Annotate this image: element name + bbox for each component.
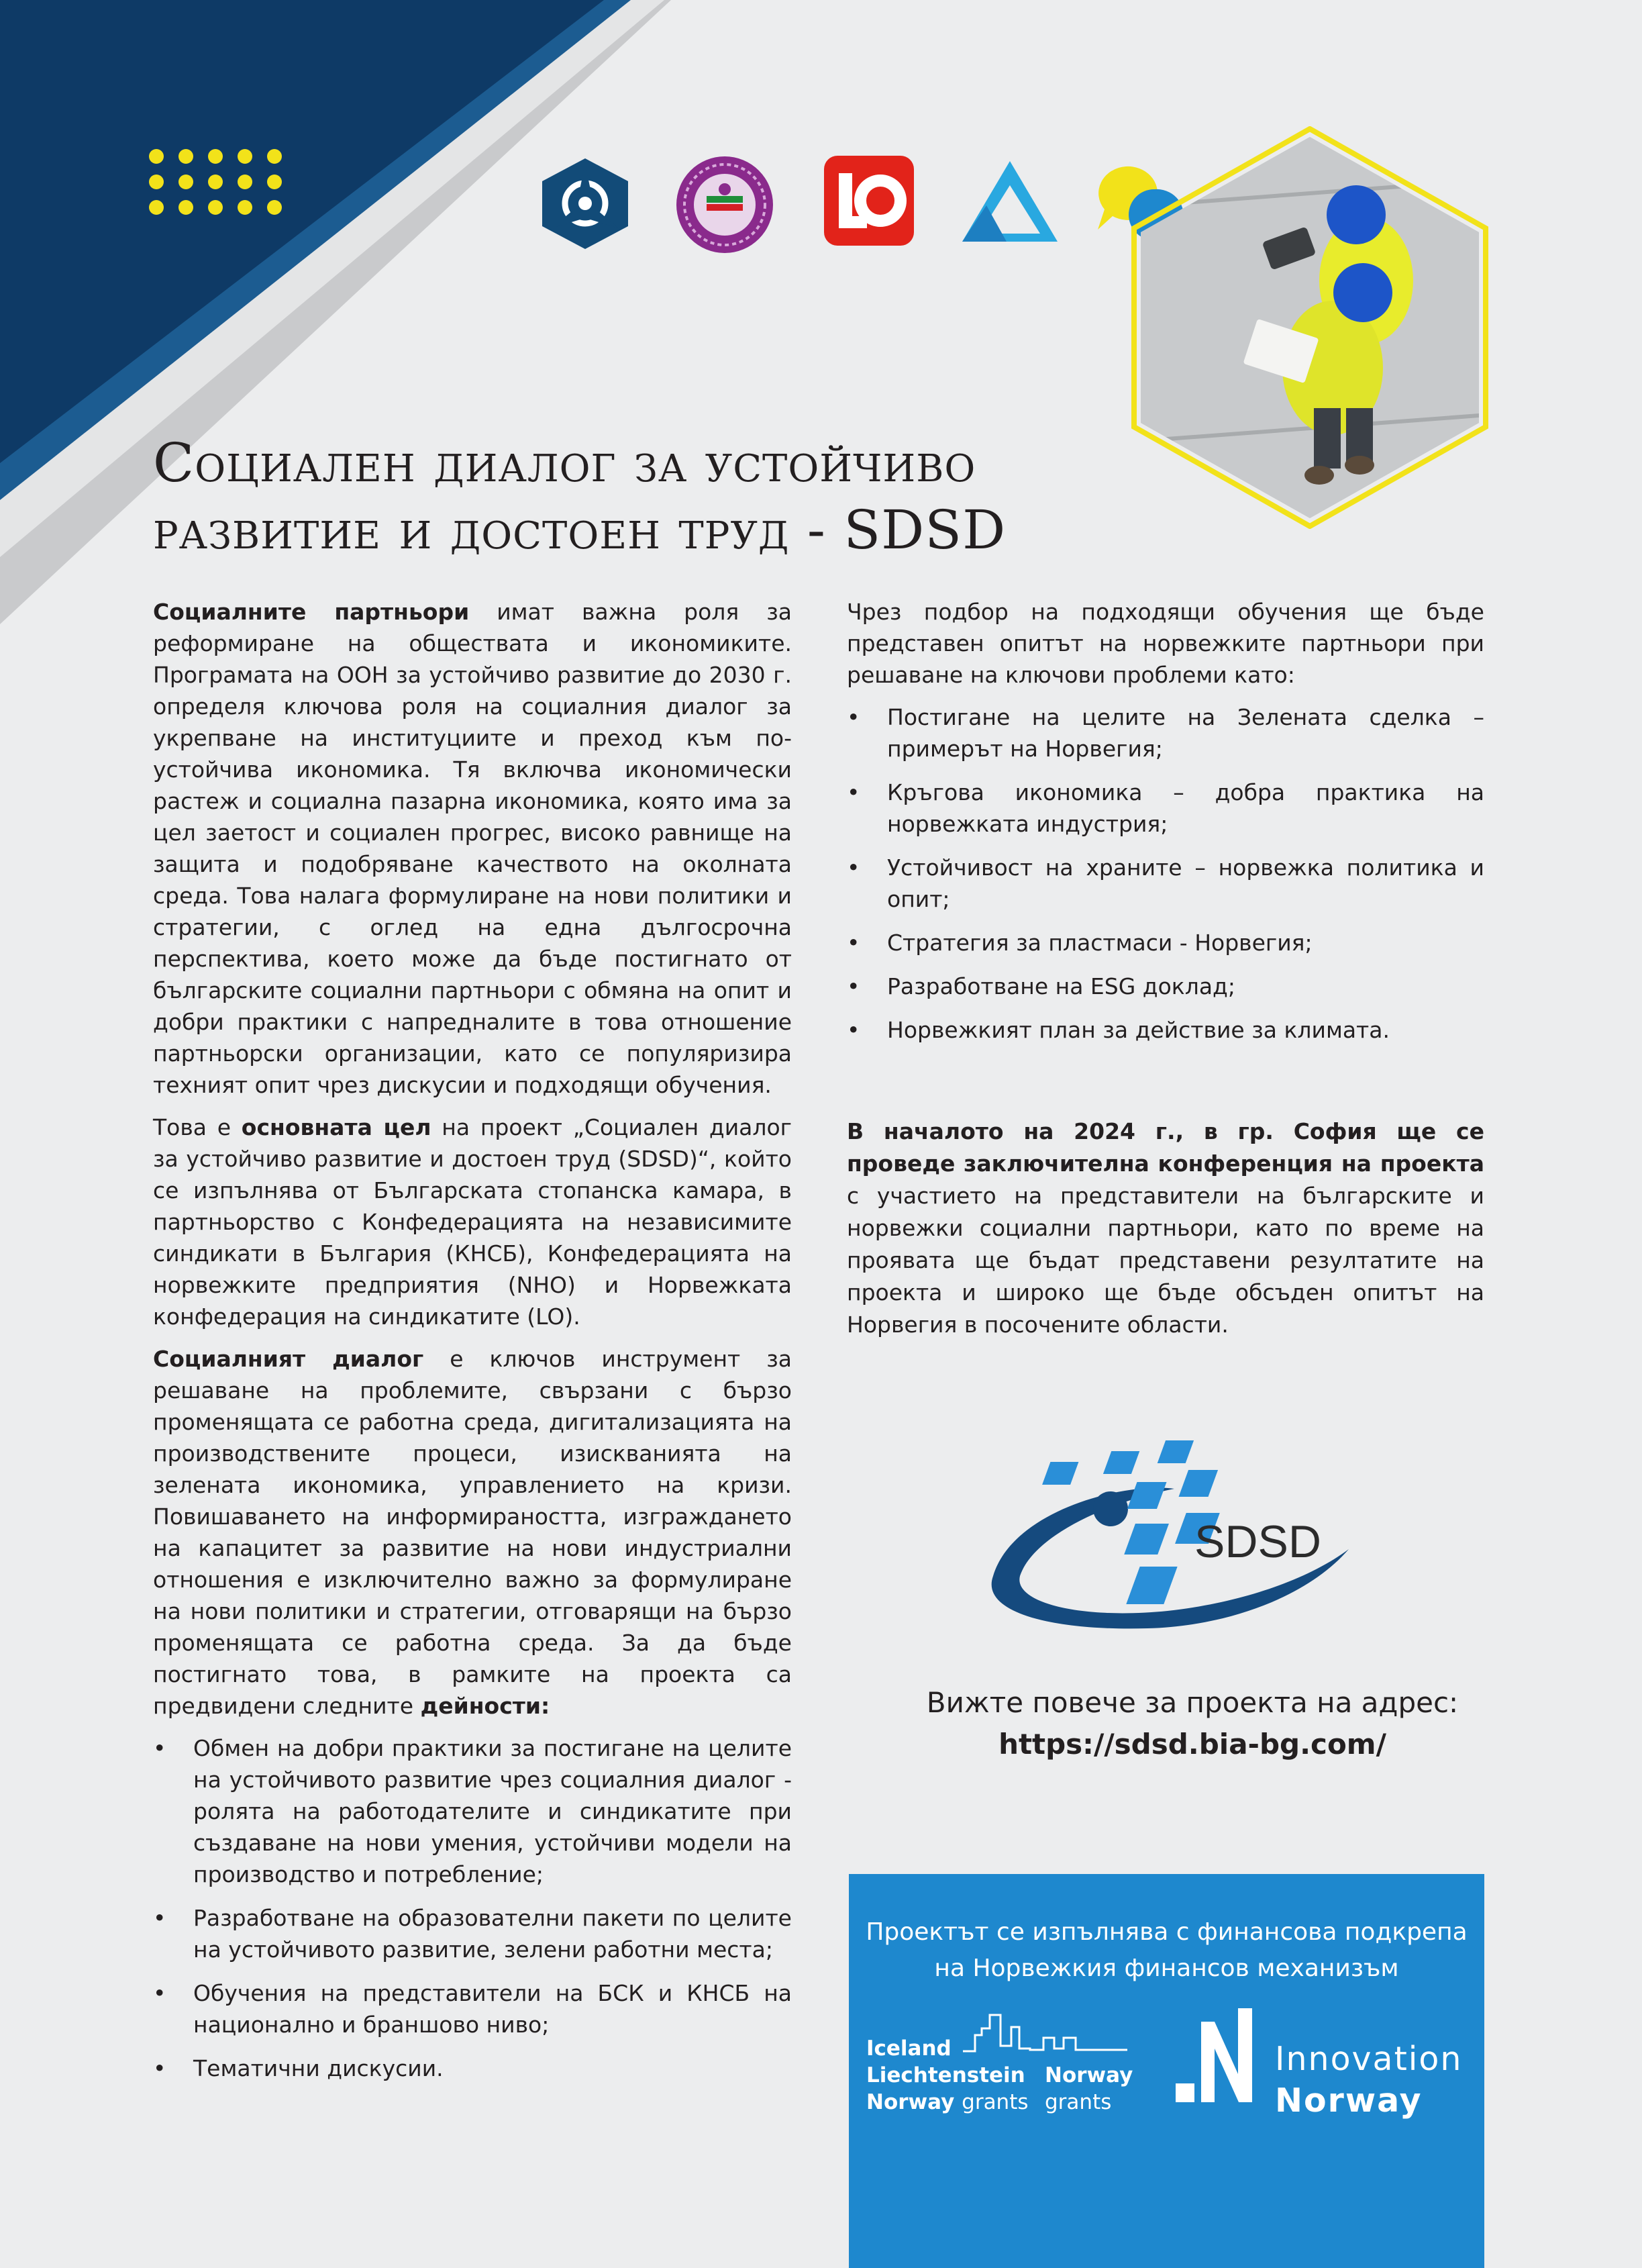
funding-text-line-2: на Норвежкия финансов механизъм xyxy=(934,1955,1399,1982)
activities-list xyxy=(153,1732,792,2084)
bold-main-goal: основната цел xyxy=(241,1114,431,1140)
innovation-norway-logo-icon xyxy=(1168,2008,1255,2116)
list-item: • Разработване на образователни пакети по целите на устойчивото развитие, зелени работни места; xyxy=(153,1902,792,1965)
bold-social-partners: Социалните партньори xyxy=(153,599,470,625)
list-item: • Кръгова икономика – добра практика на норвежката индустрия; xyxy=(847,777,1484,840)
list-item: • Разработване на ESG доклад; xyxy=(847,971,1484,1002)
paragraph-conference-text: с участието на представители на българските и норвежки социални партньори, като по време на проявата ще бъдат представени резултатите на проекта и широко ще бъде обсъден опитът на Норвегия в посочените области. xyxy=(847,1183,1484,1338)
bia-logo-icon xyxy=(542,158,628,249)
innovation-norway-line-1: Innovation xyxy=(1275,2040,1463,2078)
paragraph-goal-text: на проект „Социален диалог за устойчиво развитие и достоен труд (SDSD)“, който се изпълнява от Българската стопанска камара, в партньорство с Конфедерацията на независимите синдикати в България (КНСБ), Конфедерацията на норвежките предприятия (NHO) и Норвежката конфедерация на синдикатите (LO). xyxy=(153,1114,792,1330)
innovation-norway-line-2: Norway xyxy=(1275,2081,1423,2120)
eea-liechtenstein: Liechtenstein xyxy=(866,2063,1025,2087)
left-column xyxy=(153,596,792,2096)
eea-grants: grants xyxy=(962,2090,1029,2114)
paragraph-dialogue-text: е ключов инструмент за решаване на проблемите, свързани с бързо променящата се работна среда, дигитализацията на производствените процеси, изискванията на зелената икономика, управлението на кризи. Повишаването на информираността, изграждането на капацитет за развитие на нови индустриални отношения е изключително важно за формулиране на нови политики и стратегии, отговарящи на бързо променящата се работна среда. За да бъде постигнато това, в рамките на проекта са предвидени следните xyxy=(153,1346,792,1719)
lo-logo-icon xyxy=(824,156,914,246)
workers-hard-hats-photo-icon xyxy=(1131,126,1488,529)
paragraph-main-goal xyxy=(153,1112,792,1332)
paragraph-partners-text: имат важна роля за реформиране на обществата и икономиките. Програмата на ООН за устойчиво развитие до 2030 г. определя ключова роля на социалния диалог за укрепване на институциите и преход към по-устойчива икономика. Тя включва икономически растеж и социална пазарна икономика, която има за цел заетост и социален прогрес, високо равнище на защита и подобряване качеството на околната среда. Това налага формулиране на нови политики и стратегии, с оглед на една дългосрочна перспектива, което може да бъде постигнато от българските социални партньори с обмяна на опит и добри практики с напредналите в това отношение партньорски организации, като се популяризира техният опит чрез дискусии и подходящи обучения. xyxy=(153,599,792,1098)
funding-text-line-1: Проектът се изпълнява с финансова подкрепа xyxy=(866,1918,1468,1946)
right-column xyxy=(847,596,1484,1058)
eea-grants-logo xyxy=(866,2035,1029,2116)
bold-social-dialogue: Социалният диалог xyxy=(153,1346,424,1372)
norway-grants-grants: grants xyxy=(1045,2090,1112,2114)
paragraph-goal-start: Това е xyxy=(153,1114,242,1140)
eea-iceland: Iceland xyxy=(866,2036,952,2061)
page-title xyxy=(153,430,1160,564)
bold-conference: В началото на 2024 г., в гр. София ще се проведе заключителна конференция на проекта xyxy=(847,1118,1484,1177)
list-item: • Устойчивост на храните – норвежка политика и опит; xyxy=(847,852,1484,915)
paragraph-conference xyxy=(847,1116,1484,1341)
nho-logo-icon xyxy=(960,158,1060,244)
more-info-label: Вижте повече за проекта на адрес: xyxy=(926,1686,1459,1719)
list-item: • Норвежкият план за действие за климата. xyxy=(847,1014,1484,1046)
title-line-1: Социален диалог за устойчиво xyxy=(153,432,976,494)
list-item: • Постигане на целите на Зелената сделка – примерът на Норвегия; xyxy=(847,701,1484,765)
project-url-link[interactable]: https://sdsd.bia-bg.com/ xyxy=(998,1728,1386,1761)
sdsd-logo-icon xyxy=(973,1435,1362,1630)
sdsd-logo-text: SDSD xyxy=(1194,1516,1321,1567)
list-item: • Обучения на представители на БСК и КНСБ на национално и браншово ниво; xyxy=(153,1977,792,2040)
list-item: • Стратегия за пластмаси - Норвегия; xyxy=(847,927,1484,958)
bold-activities: дейности: xyxy=(420,1693,550,1719)
list-item: • Тематични дискусии. xyxy=(153,2053,792,2084)
list-item: • Обмен на добри практики за постигане на целите на устойчивото развитие чрез социалния диалог - ролята на работодателите и синдикатите при създаване на нови умения, устойчиви модели на производство и потребление; xyxy=(153,1732,792,1890)
knsb-logo-icon xyxy=(674,154,775,255)
topics-list xyxy=(847,701,1484,1046)
paragraph-training-intro: Чрез подбор на подходящи обучения ще бъде представен опитът на норвежките партньори при решаване на ключови проблеми като: xyxy=(847,599,1484,688)
norway-grants-logo xyxy=(1045,2062,1133,2116)
paragraph-social-dialogue xyxy=(153,1343,792,1722)
yellow-dot-grid xyxy=(149,149,286,215)
eea-norway: Norway xyxy=(866,2090,955,2114)
title-line-2: развитие и достоен труд - SDSD xyxy=(153,499,1007,561)
norway-grants-norway: Norway xyxy=(1045,2063,1133,2087)
funding-box xyxy=(849,1874,1484,2268)
funding-text xyxy=(849,1914,1484,1987)
paragraph-partners xyxy=(153,596,792,1101)
